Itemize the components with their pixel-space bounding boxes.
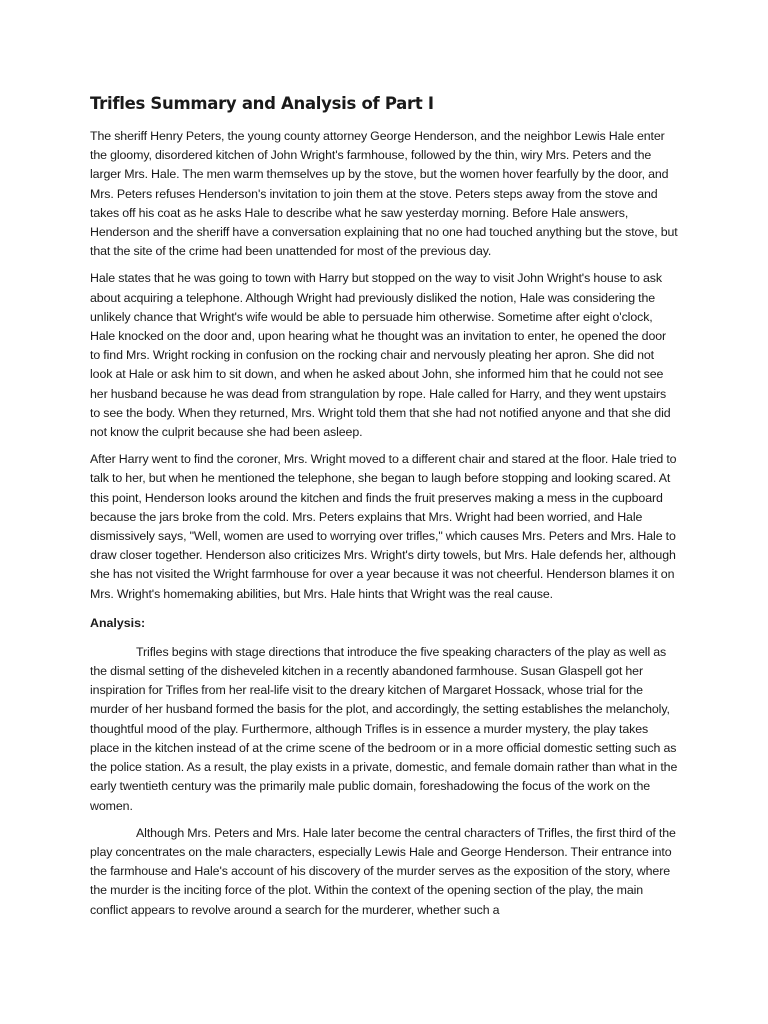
analysis-paragraph-2: Although Mrs. Peters and Mrs. Hale later become the central characters of Trifles, the first third of the play concentrates on the male characters, especially Lewis Hale and George Henderson. Their entrance into the farmhouse and Hale's account of his discovery of the murder serves as the exposition of the story, where the murder is the inciting force of the plot. Within the context of the opening section of the play, the main conflict appears to revolve around a search for the murderer, whether such a <box>90 825 676 917</box>
summary-paragraph-3: After Harry went to find the coroner, Mrs. Wright moved to a different chair and stared at the floor. Hale tried to talk to her, but when he mentioned the telephone, she began to laugh before stopping and looking scared. At this point, Henderson looks around the kitchen and finds the fruit preserves making a mess in the cupboard because the jars broke from the cold. Mrs. Peters explains that Mrs. Wright had been worried, and Hale dismissively says, "Well, women are used to worrying over trifles," which causes Mrs. Peters and Mrs. Hale to draw closer together. Henderson also criticizes Mrs. Wright's dirty towels, but Mrs. Hale defends her, although she has not visited the Wright farmhouse for over a year because it was not cheerful. Henderson blames it on Mrs. Wright's homemaking abilities, but Mrs. Hale hints that Wright was the real cause. <box>90 452 677 601</box>
analysis-heading: Analysis: <box>90 615 146 630</box>
analysis-paragraph-1: Trifles begins with stage directions that introduce the five speaking characters of the play as well as the dismal setting of the disheveled kitchen in a recently abandoned farmhouse. Susan Glaspell got her inspiration for Trifles from her real-life visit to the dreary kitchen of Margaret Hossack, whose trial for the murder of her husband formed the basis for the plot, and accordingly, the setting establishes the melancholy, thoughtful mood of the play. Furthermore, although Trifles is in essence a murder mystery, the play takes place in the kitchen instead of at the crime scene of the bedroom or in a more official domestic setting such as the police station. As a result, the play exists in a private, domestic, and female domain rather than what in the early twentieth century was the primarily male public domain, foreshadowing the focus of the work on the women. <box>90 644 678 813</box>
document-body <box>90 93 678 928</box>
page-title: Trifles Summary and Analysis of Part I <box>90 94 434 113</box>
summary-paragraph-2: Hale states that he was going to town with Harry but stopped on the way to visit John Wright's house to ask about acquiring a telephone. Although Wright had previously disliked the notion, Hale was considering the unlikely chance that Wright's wife would be able to persuade him otherwise. Sometime after eight o'clock, Hale knocked on the door and, upon hearing what he thought was an invitation to enter, he opened the door to find Mrs. Wright rocking in confusion on the rocking chair and nervously pleating her apron. She did not look at Hale or ask him to sit down, and when he asked about John, she informed him that he could not see her husband because he was dead from strangulation by rope. Hale called for Harry, and they went upstairs to see the body. When they returned, Mrs. Wright told them that she had not notified anyone and that she did not know the culprit because she had been asleep. <box>90 271 671 440</box>
summary-paragraph-1: The sheriff Henry Peters, the young county attorney George Henderson, and the neighbor Lewis Hale enter the gloomy, disordered kitchen of John Wright's farmhouse, followed by the thin, wiry Mrs. Peters and the larger Mrs. Hale. The men warm themselves up by the stove, but the women hover fearfully by the door, and Mrs. Peters refuses Henderson's invitation to join them at the stove. Peters steps away from the stove and takes off his coat as he asks Hale to describe what he saw yesterday morning. Before Hale answers, Henderson and the sheriff have a conversation explaining that no one had touched anything but the stove, but that the site of the crime had been unattended for most of the previous day. <box>90 129 678 259</box>
